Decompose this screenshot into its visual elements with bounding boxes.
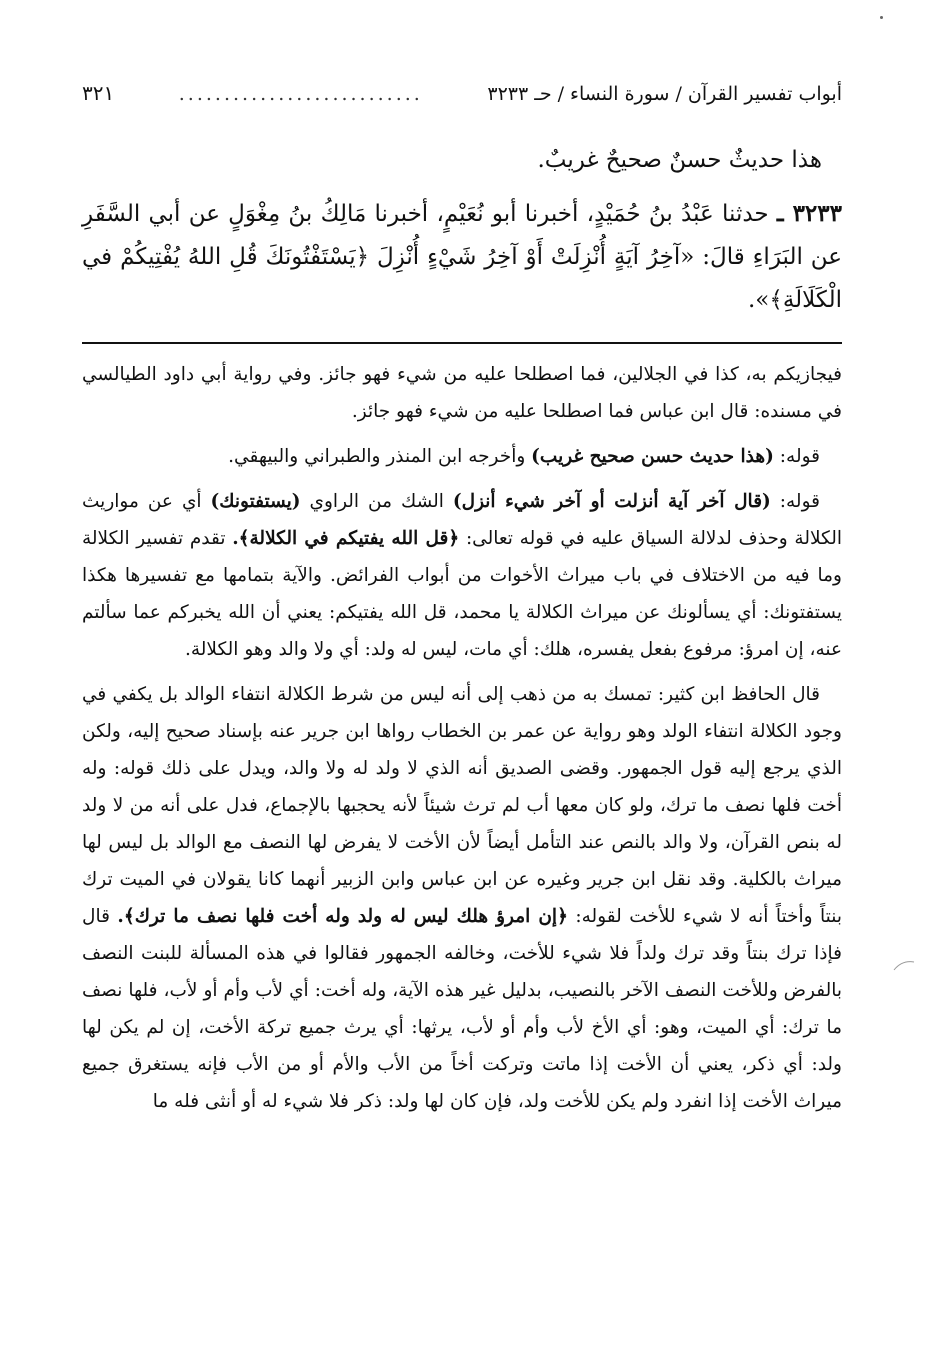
margin-speck [880,16,883,19]
quoted-phrase: (يستفتونك) [210,491,301,512]
hadith-text: حدثنا عَبْدُ بنُ حُمَيْدٍ، أخبرنا أبو نُعَيْمٍ، أخبرنا مَالِكُ بنُ مِغْوَلٍ عن أبي السَّفَرِ عن البَرَاءِ قالَ: «آخِرُ آيَةٍ أُنْزِلَتْ أَوْ آخِرُ شَيْءٍ أُنْزِلَ ﴿يَسْتَفْتُونَكَ قُلِ اللهُ يُفْتِيكُمْ في الْكَلَالَةِ﴾». [82,201,842,313]
hadith-paragraph [82,192,842,322]
hadith-number: ٣٢٣٣ ـ [776,200,842,227]
commentary-text: قال الحافظ ابن كثير: تمسك به من ذهب إلى أنه ليس من شرط الكلالة انتفاء الوالد بل يكفي في وجود الكلالة انتفاء الولد وهو رواية عن عمر بن الخطاب رواها ابن جرير عنه بإسناد صحيح إليه، ولكن الذي يرجع إليه قول الجمهور. وقضى الصديق أنه الذي لا ولد له ولا والد، ويدل على ذلك قوله: وله أخت فلها نصف ما ترك، ولو كان معها أب لم ترث شيئاً لأنه يحجبها بالإجماع، فدل على أنه من لا ولد له بنص القرآن، ولا والد بالنص عند التأمل أيضاً لأن الأخت لا يفرض لها النصف مع الوالد بل ليس لها ميراث بالكلية. وقد نقل ابن جرير وغيره عن ابن عباس وابن الزبير أنهما كانا يقولان في الميت ترك بنتاً وأختاً أنه لا شيء للأخت لقوله: [82,684,842,927]
header-title: أبواب تفسير القرآن / سورة النساء / حـ ٣٢٣٣ [487,83,842,105]
commentary-paragraph-1: فيجازيكم به، كذا في الجلالين، فما اصطلحا عليه من شيء فهو جائز. وفي رواية أبي داود الطيالسي في مسنده: قال ابن عباس فما اصطلحا عليه من شيء فهو جائز. [82,364,842,422]
quran-quote: ﴿قل الله يفتيكم في الكلالة﴾. [232,528,460,549]
running-header [82,78,842,109]
commentary-text: قال فإذا ترك بنتاً وقد ترك ولداً فلا شيء للأخت، وخالفه الجمهور فقالوا في هذه المسألة للبنت النصف بالفرض وللأخت النصف الآخر بالنصيب، بدليل غير هذه الآية، وله أخت: أي لأب وأم أو لأب، فلها نصف ما ترك: أي الميت، وهو: أي الأخ لأب وأم أو لأب، يرثها: أي يرث جميع تركة الأخت، إن لم يكن لها ولد: أي ذكر، يعني أن الأخت إذا ماتت وتركت أخاً من الأب والأم أو من الأب فإنه يستغرق جميع ميراث الأخت إذا انفرد ولم يكن للأخت ولد، فإن كان لها ولد: ذكر فلا شيء له أو أنثى فله ما [82,906,842,1112]
qawluhu-label: قوله: [779,446,820,467]
book-page [82,78,842,1128]
quoted-phrase: (هذا حديث حسن صحيح غريب) [531,446,774,467]
commentary-paragraph-3 [82,483,842,668]
commentary-section [82,356,842,1120]
quoted-phrase: (قال آخر آية أنزلت أو آخر شيء أنزل) [452,491,771,512]
commentary-text: الشك من الراوي [309,491,444,512]
commentary-paragraph-4 [82,676,842,1120]
commentary-text: وأخرجه ابن المنذر والطبراني والبيهقي. [228,446,526,467]
header-leader-dots: ........................... [178,83,423,105]
hadith-section [82,139,842,322]
hadith-grading: هذا حديثٌ حسنٌ صحيحٌ غريبٌ. [537,147,822,173]
margin-stroke-mark [892,958,916,972]
commentary-text: تقدم تفسير الكلالة وما فيه من الاختلاف في باب ميراث الأخوات من أبواب الفرائض. والآية بتمامها مع تفسيرها هكذا يستفتونك: أي يسألونك عن ميراث الكلالة يا محمد، قل الله يفتيكم: يعني أن الله يخبركم عما سألتم عنه، إن امرؤ: مرفوع بفعل يفسره، هلك: أي مات، ليس له ولد: أي ولا والد وهو الكلالة. [82,528,842,660]
qawluhu-label: قوله: [779,491,820,512]
commentary-text: أي عن مواريث الكلالة وحذف لدلالة السياق عليه في قوله تعالى: [82,491,843,549]
commentary-paragraph-2 [82,438,842,475]
footnote-divider [82,342,842,344]
page-number: ٣٢١ [82,81,115,105]
quran-quote: ﴿إن امرؤ هلك ليس له ولد وله أخت فلها نصف ما ترك﴾. [117,906,568,927]
